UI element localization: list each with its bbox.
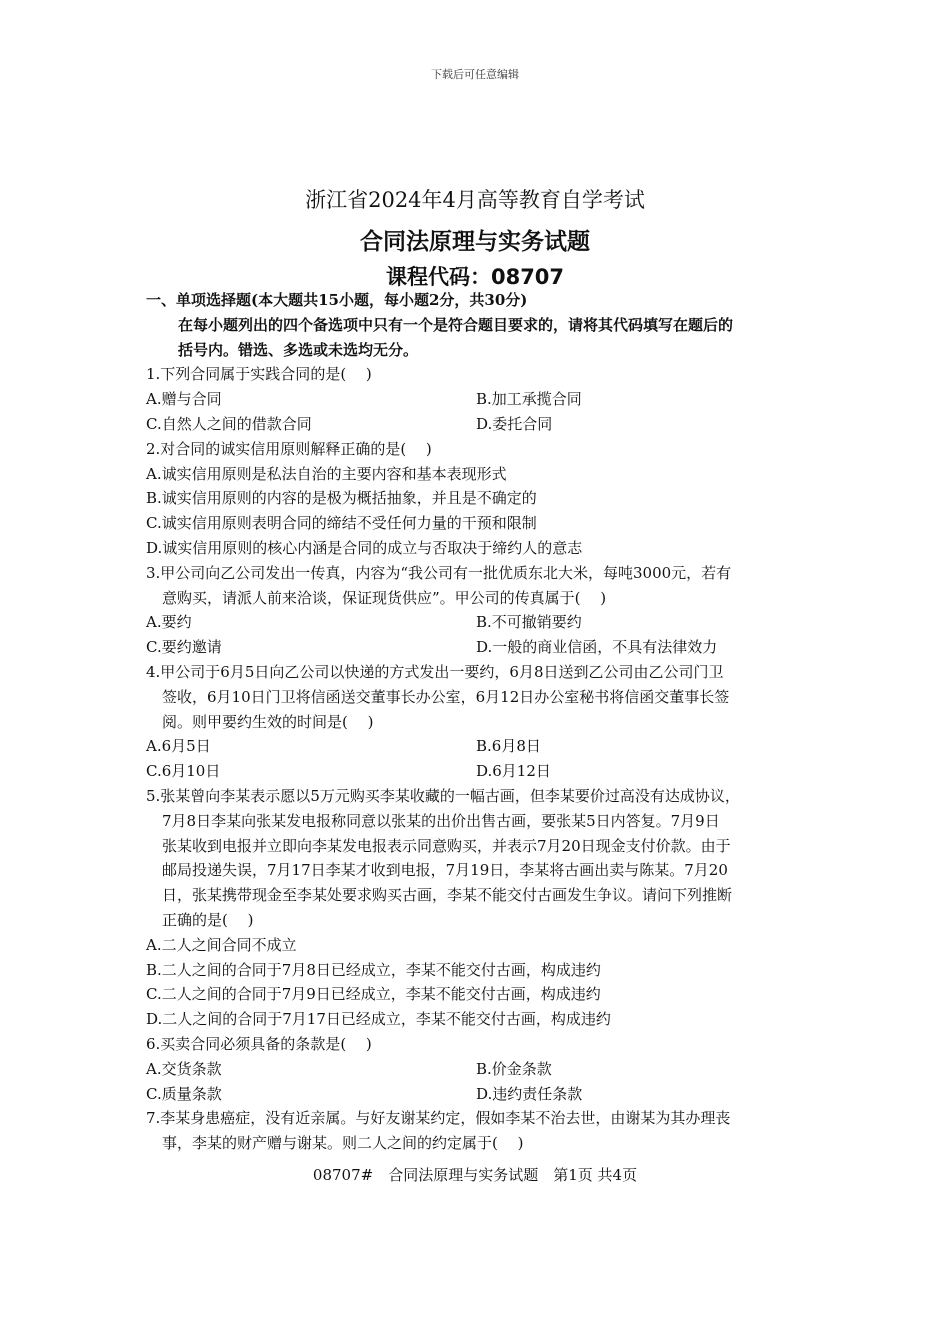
option-c: C.要约邀请 (146, 638, 222, 657)
option-b: B.不可撤销要约 (476, 613, 582, 632)
option-c: C.二人之间的合同于7月9日已经成立，李某不能交付古画，构成违约 (146, 985, 601, 1004)
question-4-options-row (146, 759, 818, 784)
exam-title: 浙江省2024年4月高等教育自学考试 (305, 188, 645, 212)
question-6-options-row (146, 1057, 818, 1082)
header-note: 下载后可任意编辑 (431, 68, 519, 81)
course-code: 课程代码：08707 (385, 265, 565, 289)
question-6-options-row (146, 1082, 818, 1107)
question-5-stem-cont: 邮局投递失误，7月17日李某才收到电报，7月19日，李某将古画出卖与陈某。7月20 (162, 861, 728, 880)
question-4-stem-cont: 签收，6月10日门卫将信函送交董事长办公室，6月12日办公室秘书将信函交董事长签 (162, 687, 730, 706)
option-a: A.交货条款 (146, 1059, 222, 1078)
question-5-stem-cont: 张某收到电报并立即向李某发电报表示同意购买，并表示7月20日现金支付价款。由于 (162, 836, 731, 855)
section-instruction-line: 括号内。错选、多选或未选均无分。 (178, 340, 419, 359)
question-7-stem: 7.李某身患癌症，没有近亲属。与好友谢某约定，假如李某不治去世，由谢某为其办理丧 (146, 1109, 731, 1128)
page-footer: 08707# 合同法原理与实务试题 第1页 共4页 (312, 1166, 638, 1184)
option-a: A.6月5日 (146, 737, 211, 756)
question-4-stem-cont: 阅。则甲要约生效的时间是( ) (162, 712, 374, 731)
option-d: D.6月12日 (476, 762, 551, 781)
option-a: A.要约 (146, 613, 192, 632)
option-b: B.加工承揽合同 (476, 390, 582, 409)
option-b: B.价金条款 (476, 1059, 552, 1078)
question-3-stem: 3.甲公司向乙公司发出一传真，内容为“我公司有一批优质东北大米，每吨3000元，若有 (146, 563, 732, 582)
option-a: A.赠与合同 (146, 390, 222, 409)
option-c: C.自然人之间的借款合同 (146, 414, 312, 433)
option-b: B.诚实信用原则的内容的是极为概括抽象，并且是不确定的 (146, 489, 537, 508)
section-instruction-line: 在每小题列出的四个备选项中只有一个是符合题目要求的，请将其代码填写在题后的 (178, 315, 734, 334)
exam-content (146, 288, 818, 1156)
question-1-stem: 1.下列合同属于实践合同的是( ) (146, 365, 372, 384)
option-c: C.质量条款 (146, 1084, 222, 1103)
question-5-stem-cont: 7月8日李某向张某发电报称同意以张某的出价出售古画，要张某5日内答复。7月9日 (162, 811, 720, 830)
option-c: C.6月10日 (146, 762, 221, 781)
option-a: A.二人之间合同不成立 (146, 935, 297, 954)
question-3-options-row (146, 610, 818, 635)
question-5-stem: 5.张某曾向李某表示愿以5万元购买李某收藏的一幅古画，但李某要价过高没有达成协议， (146, 786, 740, 805)
question-5-stem-cont: 日，张某携带现金至李某处要求购买古画，李某不能交付古画发生争议。请问下列推断 (162, 886, 733, 905)
option-d: D.二人之间的合同于7月17日已经成立，李某不能交付古画，构成违约 (146, 1010, 611, 1029)
question-1-options-row (146, 387, 818, 412)
option-d: D.一般的商业信函，不具有法律效力 (476, 638, 718, 657)
option-b: B.二人之间的合同于7月8日已经成立，李某不能交付古画，构成违约 (146, 960, 601, 979)
question-7-stem-cont: 事，李某的财产赠与谢某。则二人之间的约定属于( ) (162, 1134, 524, 1153)
option-d: D.诚实信用原则的核心内涵是合同的成立与否取决于缔约人的意志 (146, 538, 583, 557)
option-b: B.6月8日 (476, 737, 541, 756)
question-3-stem-cont: 意购买，请派人前来洽谈，保证现货供应”。甲公司的传真属于( ) (162, 588, 607, 607)
question-4-stem: 4.甲公司于6月5日向乙公司以快递的方式发出一要约，6月8日送到乙公司由乙公司门卫 (146, 662, 724, 681)
option-c: C.诚实信用原则表明合同的缔结不受任何力量的干预和限制 (146, 514, 537, 533)
section-heading: 一、单项选择题(本大题共15小题，每小题2分，共30分) (146, 291, 528, 309)
option-a: A.诚实信用原则是私法自治的主要内容和基本表现形式 (146, 464, 507, 483)
question-3-options-row (146, 635, 818, 660)
question-4-options-row (146, 734, 818, 759)
option-d: D.委托合同 (476, 414, 553, 433)
question-2-stem: 2.对合同的诚实信用原则解释正确的是( ) (146, 439, 432, 458)
question-1-options-row (146, 412, 818, 437)
subject-title: 合同法原理与实务试题 (360, 229, 590, 255)
option-d: D.违约责任条款 (476, 1084, 583, 1103)
question-6-stem: 6.买卖合同必须具备的条款是( ) (146, 1034, 372, 1053)
question-5-stem-cont: 正确的是( ) (162, 910, 254, 929)
